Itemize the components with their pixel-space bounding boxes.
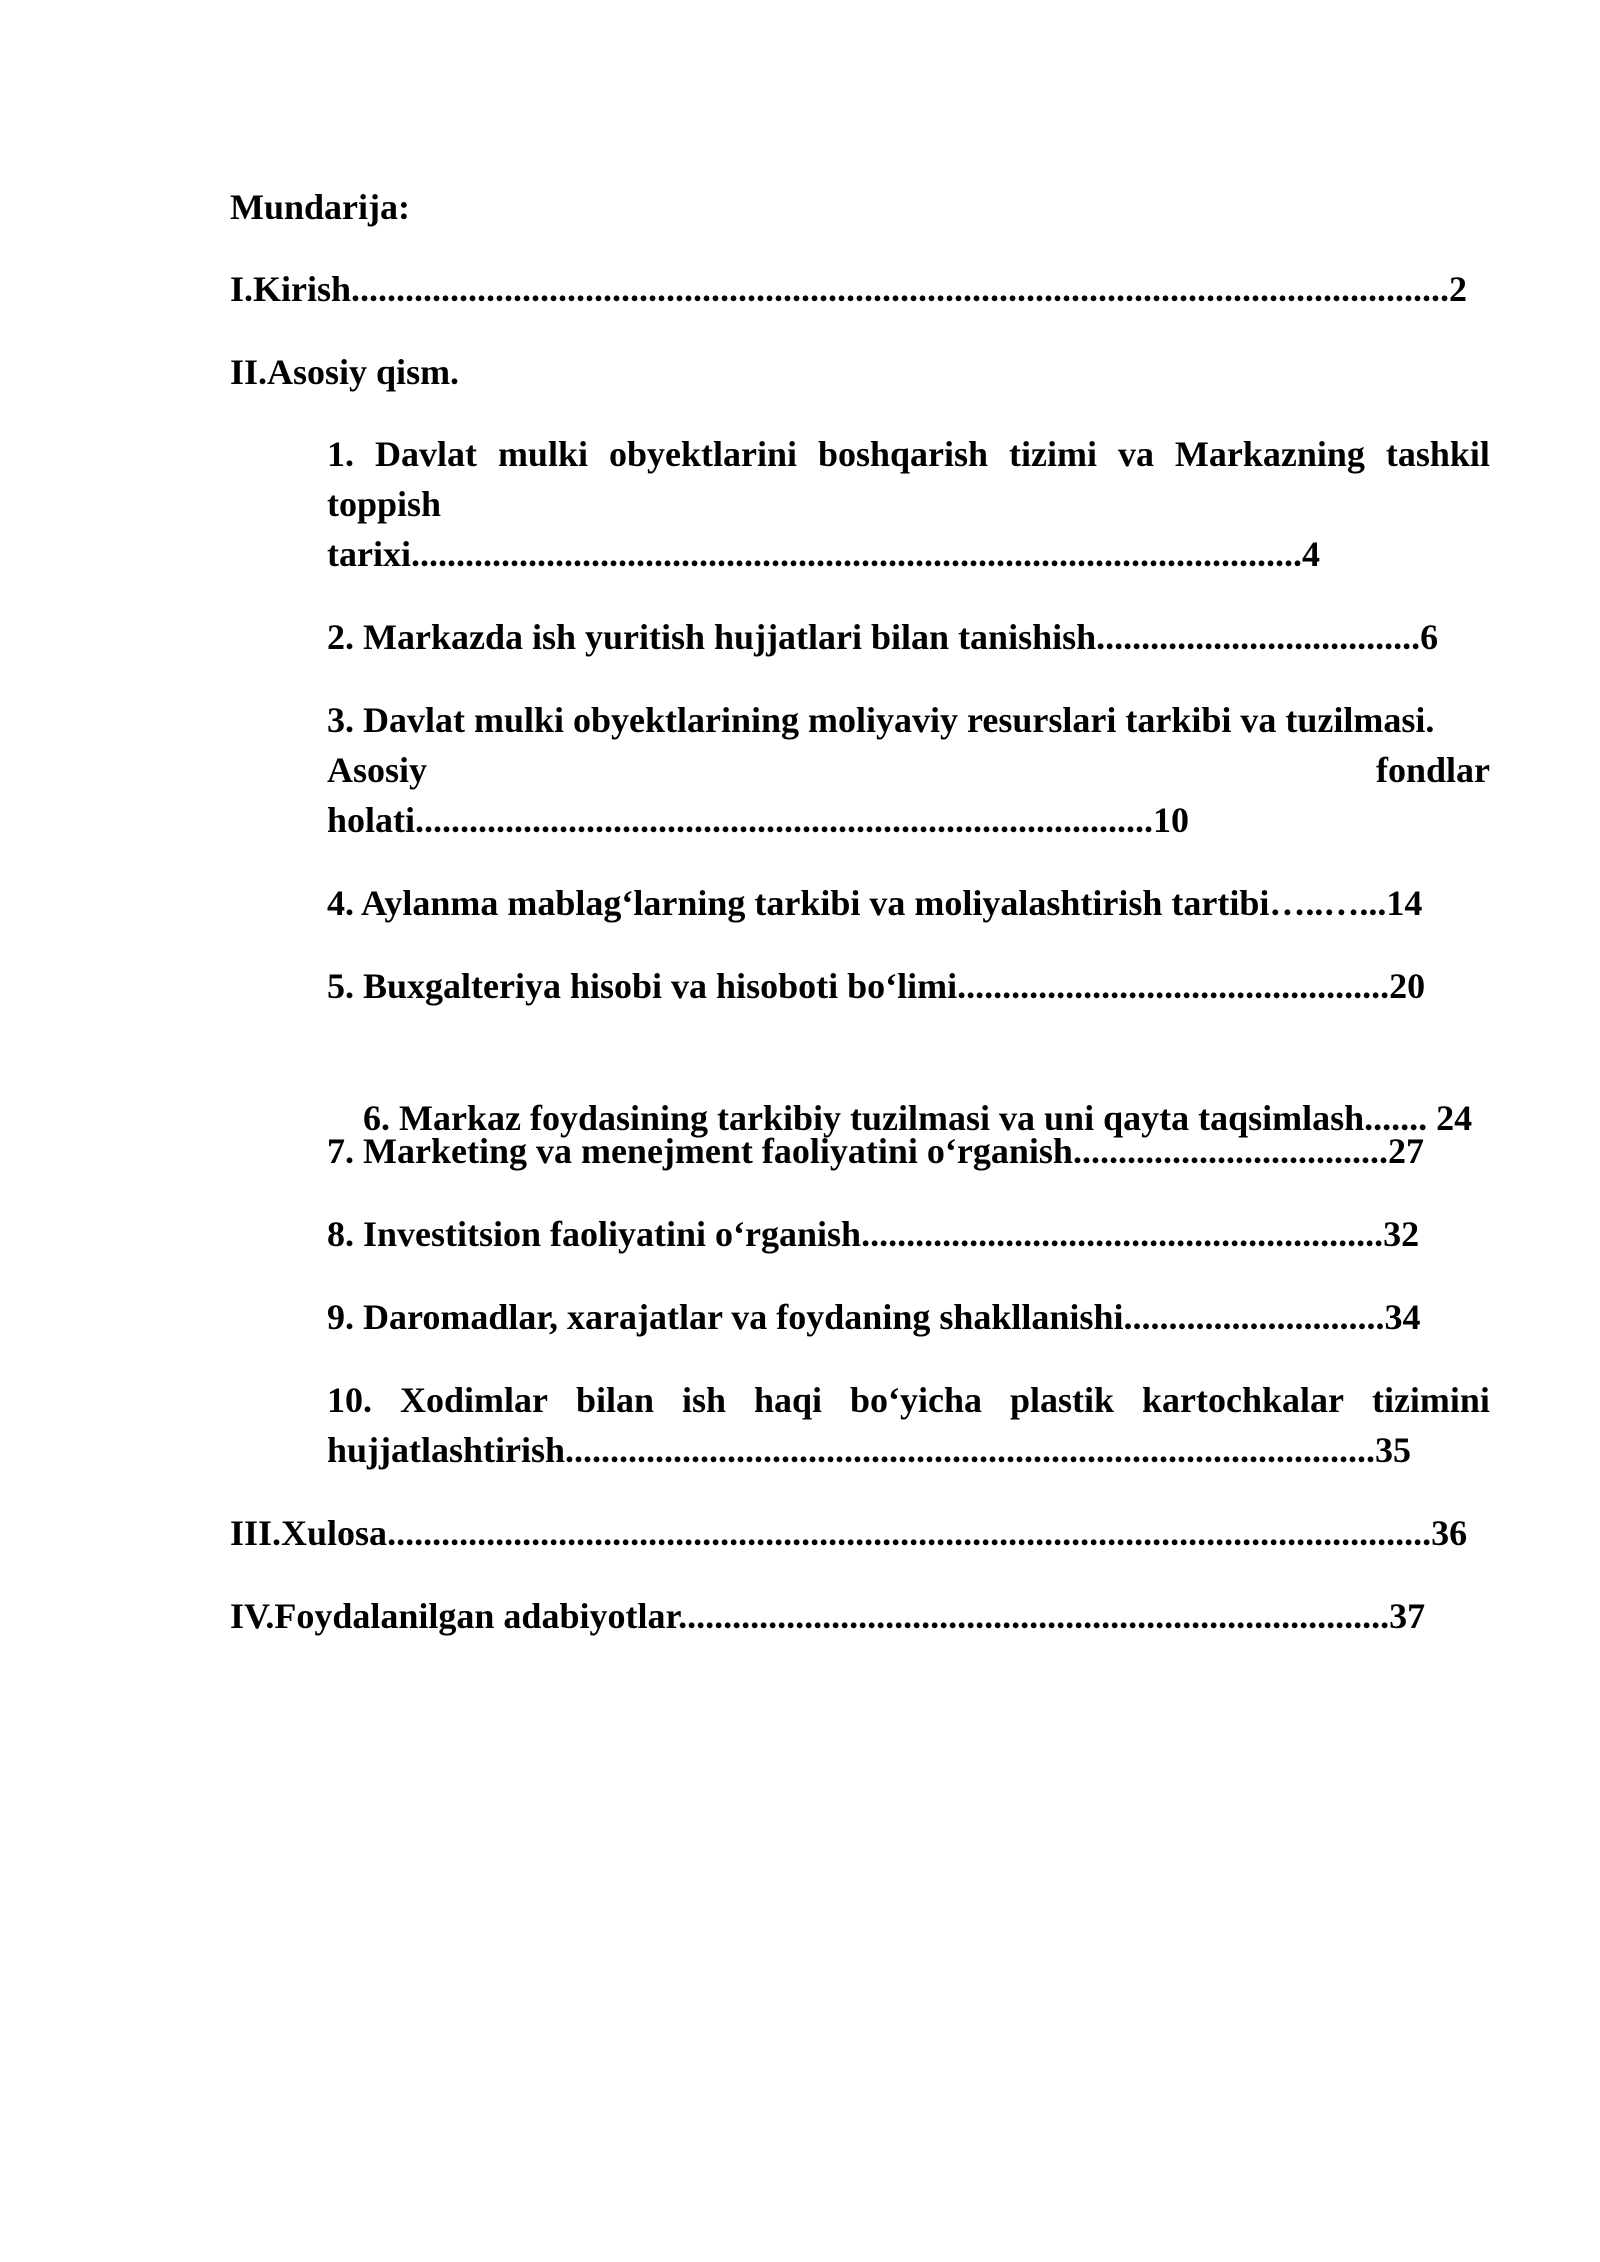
toc-entry-8[interactable] bbox=[327, 1209, 1419, 1259]
leader-dots: ................................................................................................... bbox=[410, 534, 1302, 574]
word: mulki bbox=[497, 434, 588, 474]
leader-dots: .................................... bbox=[1096, 617, 1421, 657]
page-number: 24 bbox=[1427, 1098, 1473, 1138]
toc-entry-label: 7. Marketing va menejment faoliyatini o‘rganish bbox=[327, 1131, 1073, 1171]
word: fondlar bbox=[1375, 750, 1490, 790]
page-number: 34 bbox=[1384, 1297, 1421, 1337]
word: va bbox=[1117, 434, 1154, 474]
word: tizimi bbox=[1009, 434, 1097, 474]
page-number: 37 bbox=[1389, 1596, 1426, 1636]
page-number: 6 bbox=[1420, 617, 1439, 657]
word: tizimini bbox=[1371, 1380, 1490, 1420]
page-number: 2 bbox=[1449, 269, 1468, 309]
word: boshqarish bbox=[817, 434, 989, 474]
toc-entry-1-line1[interactable] bbox=[327, 429, 1490, 479]
word: plastik bbox=[1009, 1380, 1115, 1420]
page-number: 35 bbox=[1375, 1430, 1412, 1470]
word: tashkil bbox=[1385, 434, 1490, 474]
word: Asosiy bbox=[327, 750, 428, 790]
toc-entry-label: holati bbox=[327, 800, 416, 840]
word: ish bbox=[681, 1380, 726, 1420]
toc-entry-3-line2 bbox=[327, 745, 1490, 795]
word: bilan bbox=[575, 1380, 654, 1420]
word: Xodimlar bbox=[399, 1380, 548, 1420]
toc-entry-7[interactable] bbox=[327, 1126, 1424, 1176]
toc-entry-label: 6. Markaz foydasining tarkibiy tuzilmasi va uni qayta taqsimlash bbox=[363, 1098, 1365, 1138]
toc-entry-3-line3[interactable] bbox=[327, 795, 1189, 845]
toc-section-asosiy: II.Asosiy qism. bbox=[230, 352, 460, 392]
word: obyektlarini bbox=[608, 434, 797, 474]
toc-entry-10-line1[interactable] bbox=[327, 1375, 1490, 1425]
leader-dots: ....... bbox=[1364, 1098, 1428, 1138]
page-number: 20 bbox=[1389, 966, 1426, 1006]
page-number: 32 bbox=[1383, 1214, 1420, 1254]
word: kartochkalar bbox=[1141, 1380, 1344, 1420]
toc-entry-label: 9. Daromadlar, xarajatlar va foydaning shakllanishi bbox=[327, 1297, 1124, 1337]
toc-entry-adabiyot[interactable] bbox=[230, 1591, 1425, 1641]
word: haqi bbox=[753, 1380, 823, 1420]
toc-entry-kirish[interactable] bbox=[230, 264, 1467, 314]
word: bo‘yicha bbox=[849, 1380, 982, 1420]
toc-entry-4[interactable] bbox=[327, 878, 1422, 928]
word: 10. bbox=[327, 1380, 372, 1420]
toc-entry-label: 8. Investitsion faoliyatini o‘rganish bbox=[327, 1214, 862, 1254]
toc-entry-label: I.Kirish bbox=[230, 269, 352, 309]
leader-dots: .......................................................................................................................... bbox=[351, 269, 1450, 309]
toc-entry-1-line3[interactable] bbox=[327, 529, 1320, 579]
toc-entry-label: 5. Buxgalteriya hisobi va hisoboti bo‘limi bbox=[327, 966, 958, 1006]
leader-dots: ................................................ bbox=[957, 966, 1390, 1006]
toc-entry-1-line2: toppish bbox=[327, 484, 442, 524]
leader-dots: ............................. bbox=[1123, 1297, 1385, 1337]
toc-entry-xulosa[interactable] bbox=[230, 1508, 1467, 1558]
toc-entry-label: tarixi bbox=[327, 534, 411, 574]
toc-entry-label: 4. Aylanma mablag‘larning tarkibi va moliyalashtirish tartibi…..…... bbox=[327, 883, 1387, 923]
toc-entry-9[interactable] bbox=[327, 1292, 1420, 1342]
leader-dots: .......................................................................................... bbox=[565, 1430, 1376, 1470]
toc-entry-label: III.Xulosa bbox=[230, 1513, 388, 1553]
leader-dots: .......................................................... bbox=[861, 1214, 1384, 1254]
toc-entry-label: hujjatlashtirish bbox=[327, 1430, 566, 1470]
page-number: 4 bbox=[1301, 534, 1320, 574]
page-number: 10 bbox=[1153, 800, 1190, 840]
word: Markazning bbox=[1174, 434, 1365, 474]
leader-dots: .................................................................................. bbox=[415, 800, 1154, 840]
leader-dots: .................................................................................................................... bbox=[387, 1513, 1432, 1553]
word: 1. bbox=[327, 434, 354, 474]
leader-dots: ................................... bbox=[1072, 1131, 1388, 1171]
toc-entry-5[interactable] bbox=[327, 961, 1425, 1011]
toc-entry-3-line1[interactable]: 3. Davlat mulki obyektlarining moliyaviy resurslari tarkibi va tuzilmasi. bbox=[327, 700, 1435, 740]
toc-entry-2[interactable] bbox=[327, 612, 1438, 662]
toc-entry-10-line2[interactable] bbox=[327, 1425, 1411, 1475]
toc-entry-label: 2. Markazda ish yuritish hujjatlari bilan tanishish bbox=[327, 617, 1097, 657]
toc-entry-label: IV.Foydalanilgan adabiyotlar bbox=[230, 1596, 679, 1636]
leader-dots: ............................................................................... bbox=[678, 1596, 1390, 1636]
word: Davlat bbox=[374, 434, 477, 474]
page-number: 36 bbox=[1431, 1513, 1468, 1553]
page-number: 27 bbox=[1387, 1131, 1424, 1171]
toc-heading: Mundarija: bbox=[230, 187, 410, 227]
page-number: 14 bbox=[1386, 883, 1423, 923]
